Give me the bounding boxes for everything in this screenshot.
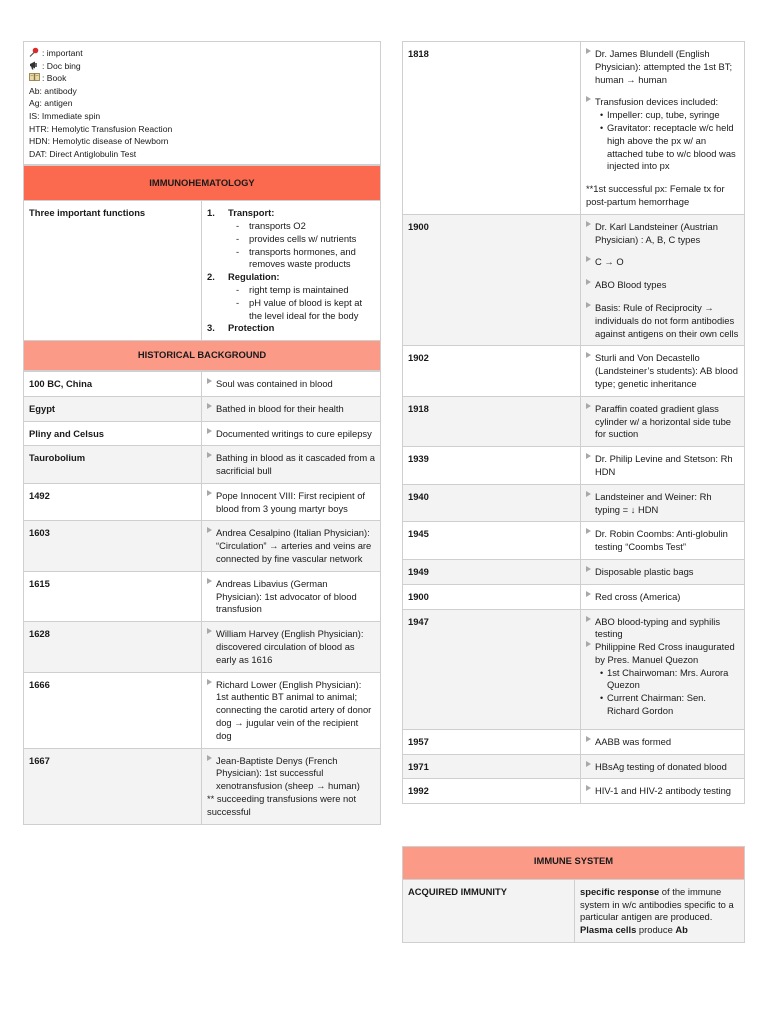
function-subitem: - right temp is maintained <box>236 283 349 295</box>
history-row <box>24 521 381 571</box>
triangle-bullet-icon <box>586 403 591 409</box>
immune-heading: IMMUNE SYSTEM <box>403 847 745 880</box>
event-cell <box>202 483 381 521</box>
year-cell: 1947 <box>403 609 581 729</box>
history-row <box>24 622 381 672</box>
year-cell: 1949 <box>403 559 581 584</box>
device-item: • Impeller: cup, tube, syringe <box>600 109 720 121</box>
event-cell <box>202 421 381 446</box>
event-bullet: Sturli and Von Decastello (Landsteiner’s students): AB blood type; genetic inheritance <box>586 352 739 390</box>
event-bullet: HBsAg testing of donated blood <box>586 761 739 774</box>
year-cell: Pliny and Celsus <box>24 421 202 446</box>
event-cell <box>202 622 381 672</box>
year-cell: 1939 <box>403 447 581 485</box>
event-cell <box>202 571 381 621</box>
history-row <box>24 483 381 521</box>
year-cell: 1945 <box>403 522 581 560</box>
acquired-immunity-label: ACQUIRED IMMUNITY <box>403 879 575 942</box>
redcross-item: • 1st Chairwoman: Mrs. Aurora Quezon <box>600 666 729 691</box>
pushpin-icon <box>29 47 40 57</box>
history-row <box>403 779 745 804</box>
immunohematology-table <box>23 165 381 371</box>
device-item: • Gravitator: receptacle w/c held high above the px w/ an attached tube to w/c blood was injected into px <box>600 121 736 172</box>
history-row <box>24 396 381 421</box>
event-cell <box>581 346 745 396</box>
legend-item: : Book <box>29 72 375 85</box>
history-row <box>24 421 381 446</box>
triangle-bullet-icon <box>586 453 591 459</box>
event-cell <box>202 672 381 748</box>
triangle-bullet-icon <box>586 641 591 647</box>
event-bullet: Philippine Red Cross inaugurated by Pres. Manuel Quezon <box>586 641 739 667</box>
history-row <box>403 447 745 485</box>
event-cell <box>581 609 745 729</box>
triangle-bullet-icon <box>207 628 212 634</box>
event-cell <box>581 396 745 446</box>
right-column <box>402 41 745 804</box>
year-cell: 1818 <box>403 42 581 215</box>
triangle-bullet-icon <box>586 96 591 102</box>
year-cell: 1900 <box>403 214 581 346</box>
functions-list <box>207 207 375 335</box>
year-cell: 1971 <box>403 754 581 779</box>
year-cell: 1603 <box>24 521 202 571</box>
history-left-table <box>23 371 381 825</box>
triangle-bullet-icon <box>586 302 591 308</box>
history-row <box>24 371 381 396</box>
function-subitem: - transports O2 <box>236 219 306 231</box>
event-cell <box>581 42 745 215</box>
legend-item: : important <box>29 47 375 60</box>
history-row <box>403 729 745 754</box>
triangle-bullet-icon <box>586 591 591 597</box>
function-item: 1. Transport: - transports O2 - provides cells w/ nutrients - transports hormones, and removes waste products <box>207 207 375 271</box>
event-cell <box>202 396 381 421</box>
triangle-bullet-icon <box>207 452 212 458</box>
event-cell <box>581 584 745 609</box>
legend-item: HTR: Hemolytic Transfusion Reaction <box>29 123 173 134</box>
event-cell <box>202 748 381 824</box>
legend-item: HDN: Hemolytic disease of Newborn <box>29 136 169 147</box>
event-bullet: Disposable plastic bags <box>586 566 739 579</box>
triangle-bullet-icon <box>586 256 591 262</box>
event-bullet: Transfusion devices included: <box>586 96 739 109</box>
event-cell <box>581 559 745 584</box>
year-cell: 1628 <box>24 622 202 672</box>
event-cell <box>581 522 745 560</box>
history-row <box>403 346 745 396</box>
event-bullet: C → O <box>586 256 739 269</box>
book-icon <box>29 72 40 82</box>
event-cell <box>202 371 381 396</box>
legend-item: Ag: antigen <box>29 98 73 109</box>
year-cell: 1957 <box>403 729 581 754</box>
history-row <box>403 754 745 779</box>
functions-label: Three important functions <box>24 201 202 341</box>
event-bullet: Basis: Rule of Reciprocity → individuals do not form antibodies against antigens on their own cells <box>586 302 739 340</box>
triangle-bullet-icon <box>207 527 212 533</box>
event-bullet: Pope Innocent VIII: First recipient of blood from 3 young martyr boys <box>207 490 375 516</box>
event-bullet: Dr. Philip Levine and Stetson: Rh HDN <box>586 453 739 479</box>
year-cell: 1615 <box>24 571 202 621</box>
event-bullet: Jean-Baptiste Denys (French Physician): 1st successful xenotransfusion (sheep → human) <box>207 755 375 793</box>
triangle-bullet-icon <box>207 403 212 409</box>
redcross-list <box>586 667 739 718</box>
event-cell <box>202 446 381 484</box>
triangle-bullet-icon <box>586 352 591 358</box>
event-cell <box>581 729 745 754</box>
year-cell: Taurobolium <box>24 446 202 484</box>
event-cell <box>581 447 745 485</box>
event-note: **1st successful px: Female tx for post-partum hemorrhage <box>586 183 725 207</box>
year-cell: 1902 <box>403 346 581 396</box>
immune-table <box>402 846 745 943</box>
triangle-bullet-icon <box>586 491 591 497</box>
event-cell <box>581 779 745 804</box>
legend-item: : Doc bing <box>29 60 375 73</box>
functions-cell <box>202 201 381 341</box>
history-row <box>403 484 745 522</box>
function-subitem: - transports hormones, and removes waste products <box>236 245 356 270</box>
triangle-bullet-icon <box>586 279 591 285</box>
function-item: 3. Protection <box>207 322 275 334</box>
triangle-bullet-icon <box>207 755 212 761</box>
redcross-item: • Current Chairman: Sen. Richard Gordon <box>600 692 707 717</box>
left-column <box>23 41 381 825</box>
function-item: 2. Regulation: - right temp is maintained - pH value of blood is kept at the level ideal for the body <box>207 271 375 322</box>
triangle-bullet-icon <box>586 48 591 54</box>
triangle-bullet-icon <box>207 428 212 434</box>
event-cell <box>581 214 745 346</box>
event-bullet: Paraffin coated gradient glass cylinder w/ a horizontal side tube for suction <box>586 403 739 441</box>
history-row <box>24 446 381 484</box>
historical-heading: HISTORICAL BACKGROUND <box>24 341 381 371</box>
event-cell <box>581 484 745 522</box>
event-bullet: Andrea Cesalpino (Italian Physician): “Circulation” → arteries and veins are connected by fine vascular network <box>207 527 375 565</box>
legend-item: IS: Immediate spin <box>29 110 101 121</box>
event-bullet: Andreas Libavius (German Physician): 1st advocator of blood transfusion <box>207 578 375 616</box>
triangle-bullet-icon <box>586 221 591 227</box>
year-cell: 1900 <box>403 584 581 609</box>
history-row <box>403 522 745 560</box>
event-bullet: Bathed in blood for their health <box>207 403 375 416</box>
year-cell: 1667 <box>24 748 202 824</box>
triangle-bullet-icon <box>586 566 591 572</box>
acquired-immunity-text: specific response of the immune system in w/c antibodies specific to a particular antigen are produced. Plasma cells produce Ab <box>575 879 745 942</box>
legend-cell <box>24 42 381 165</box>
event-cell <box>581 754 745 779</box>
event-bullet: William Harvey (English Physician): discovered circulation of blood as early as 1616 <box>207 628 375 666</box>
event-bullet: AABB was formed <box>586 736 739 749</box>
function-subitem: - pH value of blood is kept at the level ideal for the body <box>236 296 363 321</box>
year-cell: Egypt <box>24 396 202 421</box>
triangle-bullet-icon <box>207 378 212 384</box>
history-row <box>403 559 745 584</box>
triangle-bullet-icon <box>586 785 591 791</box>
event-cell <box>202 521 381 571</box>
event-bullet: Soul was contained in blood <box>207 378 375 391</box>
immunohematology-heading: IMMUNOHEMATOLOGY <box>24 166 381 201</box>
year-cell: 1940 <box>403 484 581 522</box>
event-bullet: Documented writings to cure epilepsy <box>207 428 375 441</box>
triangle-bullet-icon <box>586 736 591 742</box>
history-row <box>24 571 381 621</box>
history-row <box>403 584 745 609</box>
immune-section <box>402 846 745 943</box>
event-bullet: Dr. James Blundell (English Physician): attempted the 1st BT; human → human <box>586 48 739 86</box>
year-cell: 1918 <box>403 396 581 446</box>
legend-item: Ab: antibody <box>29 85 77 96</box>
triangle-bullet-icon <box>207 578 212 584</box>
triangle-bullet-icon <box>586 761 591 767</box>
history-row <box>403 396 745 446</box>
event-bullet: HIV-1 and HIV-2 antibody testing <box>586 785 739 798</box>
year-cell: 1992 <box>403 779 581 804</box>
devices-list <box>586 109 739 173</box>
history-row <box>24 748 381 824</box>
year-cell: 1666 <box>24 672 202 748</box>
triangle-bullet-icon <box>586 528 591 534</box>
legend-item: DAT: Direct Antiglobulin Test <box>29 148 137 159</box>
event-bullet: Richard Lower (English Physician): 1st authentic BT animal to animal; connecting the carotid artery of donor dog → jugular vein of the recipient dog <box>207 679 375 743</box>
megaphone-icon <box>29 60 40 70</box>
triangle-bullet-icon <box>207 490 212 496</box>
triangle-bullet-icon <box>586 616 591 622</box>
year-cell: 100 BC, China <box>24 371 202 396</box>
legend-table <box>23 41 381 165</box>
event-bullet: Bathing in blood as it cascaded from a sacrificial bull <box>207 452 375 478</box>
event-bullet: Landsteiner and Weiner: Rh typing = ↓ HDN <box>586 491 739 517</box>
event-bullet: ABO blood-typing and syphilis testing <box>586 616 739 642</box>
event-bullet: Dr. Robin Coombs: Anti-globulin testing “Coombs Test” <box>586 528 739 554</box>
function-subitem: - provides cells w/ nutrients <box>236 232 357 244</box>
event-bullet: Red cross (America) <box>586 591 739 604</box>
triangle-bullet-icon <box>207 679 212 685</box>
event-bullet: Dr. Karl Landsteiner (Austrian Physician) : A, B, C types <box>586 221 739 247</box>
year-cell: 1492 <box>24 483 202 521</box>
event-bullet: ABO Blood types <box>586 279 739 292</box>
event-note: ** succeeding transfusions were not successful <box>207 793 357 817</box>
history-right-table <box>402 41 745 804</box>
history-row <box>24 672 381 748</box>
